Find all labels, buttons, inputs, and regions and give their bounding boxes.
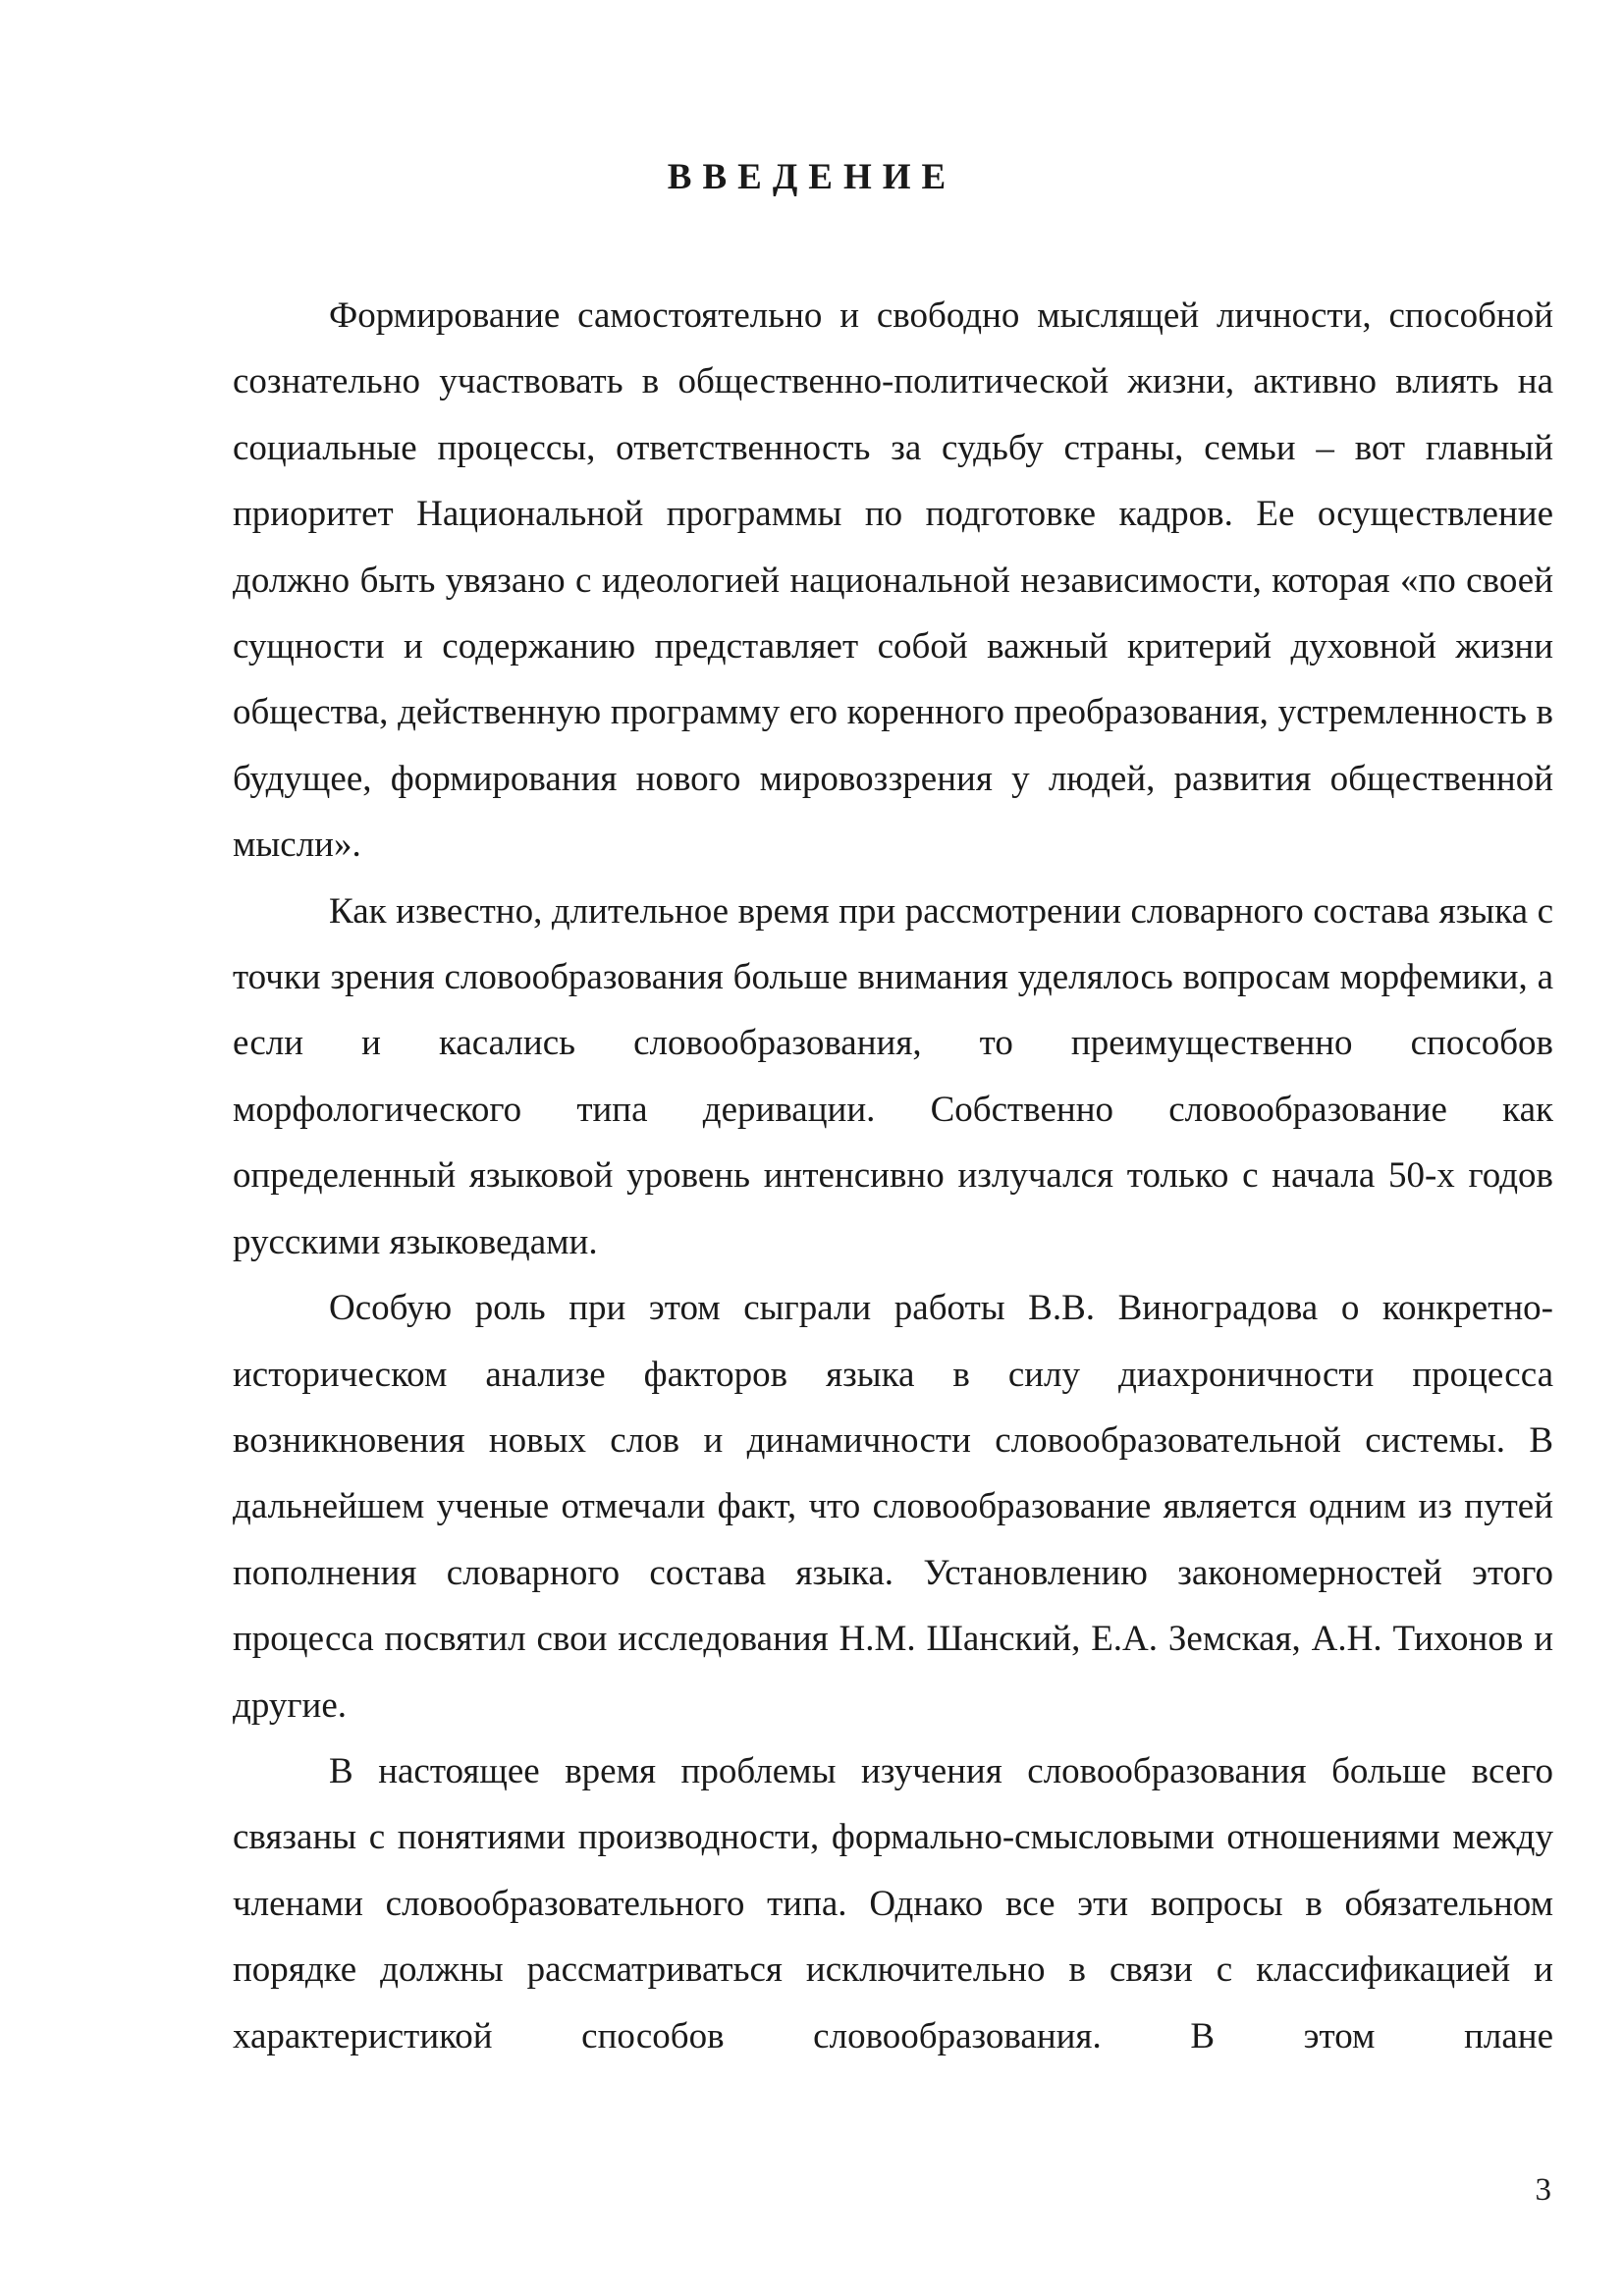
paragraph: Формирование самостоятельно и свободно мыслящей личности, способной сознательно участвовать в общественно-политической жизни, активно влиять на социальные процессы, ответственность за судьбу страны, семьи – вот главный приоритет Национальной программы по подготовке кадров. Ее осуществление должно быть увязано с идеологией национальной независимости, которая «по своей сущности и содержанию представляет собой важный критерий духовной жизни общества, действенную программу его коренного преобразования, устремленность в будущее, формирования нового мировоззрения у людей, развития общественной мысли». <box>233 295 1553 866</box>
paragraph: Как известно, длительное время при рассмотрении словарного состава языка с точки зрения словообразования больше внимания уделялось вопросам морфемики, а если и касались словообразования, то преимущественно способов морфологического типа деривации. Собственно словообразование как определенный языковой уровень интенсивно излучался только с начала 50-х годов русскими языковедами. <box>233 890 1553 1262</box>
paragraph: В настоящее время проблемы изучения словообразования больше всего связаны с понятиями производности, формально-смысловыми отношениями между членами словообразовательного типа. Однако все эти вопросы в обязательном порядке должны рассматриваться исключительно в связи с классификацией и характеристикой способов словообразования. В этом плане <box>233 1750 1553 2056</box>
body-text <box>233 283 1553 2069</box>
section-heading: ВВЕДЕНИЕ <box>667 157 957 197</box>
page-number: 3 <box>1535 2172 1551 2208</box>
paragraph: Особую роль при этом сыграли работы В.В. Виноградова о конкретно-историческом анализе факторов языка в силу диахроничности процесса возникновения новых слов и динамичности словообразовательной системы. В дальнейшем ученые отмечали факт, что словообразование является одним из путей пополнения словарного состава языка. Установлению закономерностей этого процесса посвятил свои исследования Н.М. Шанский, Е.А. Земская, А.Н. Тихонов и другие. <box>233 1288 1553 1726</box>
